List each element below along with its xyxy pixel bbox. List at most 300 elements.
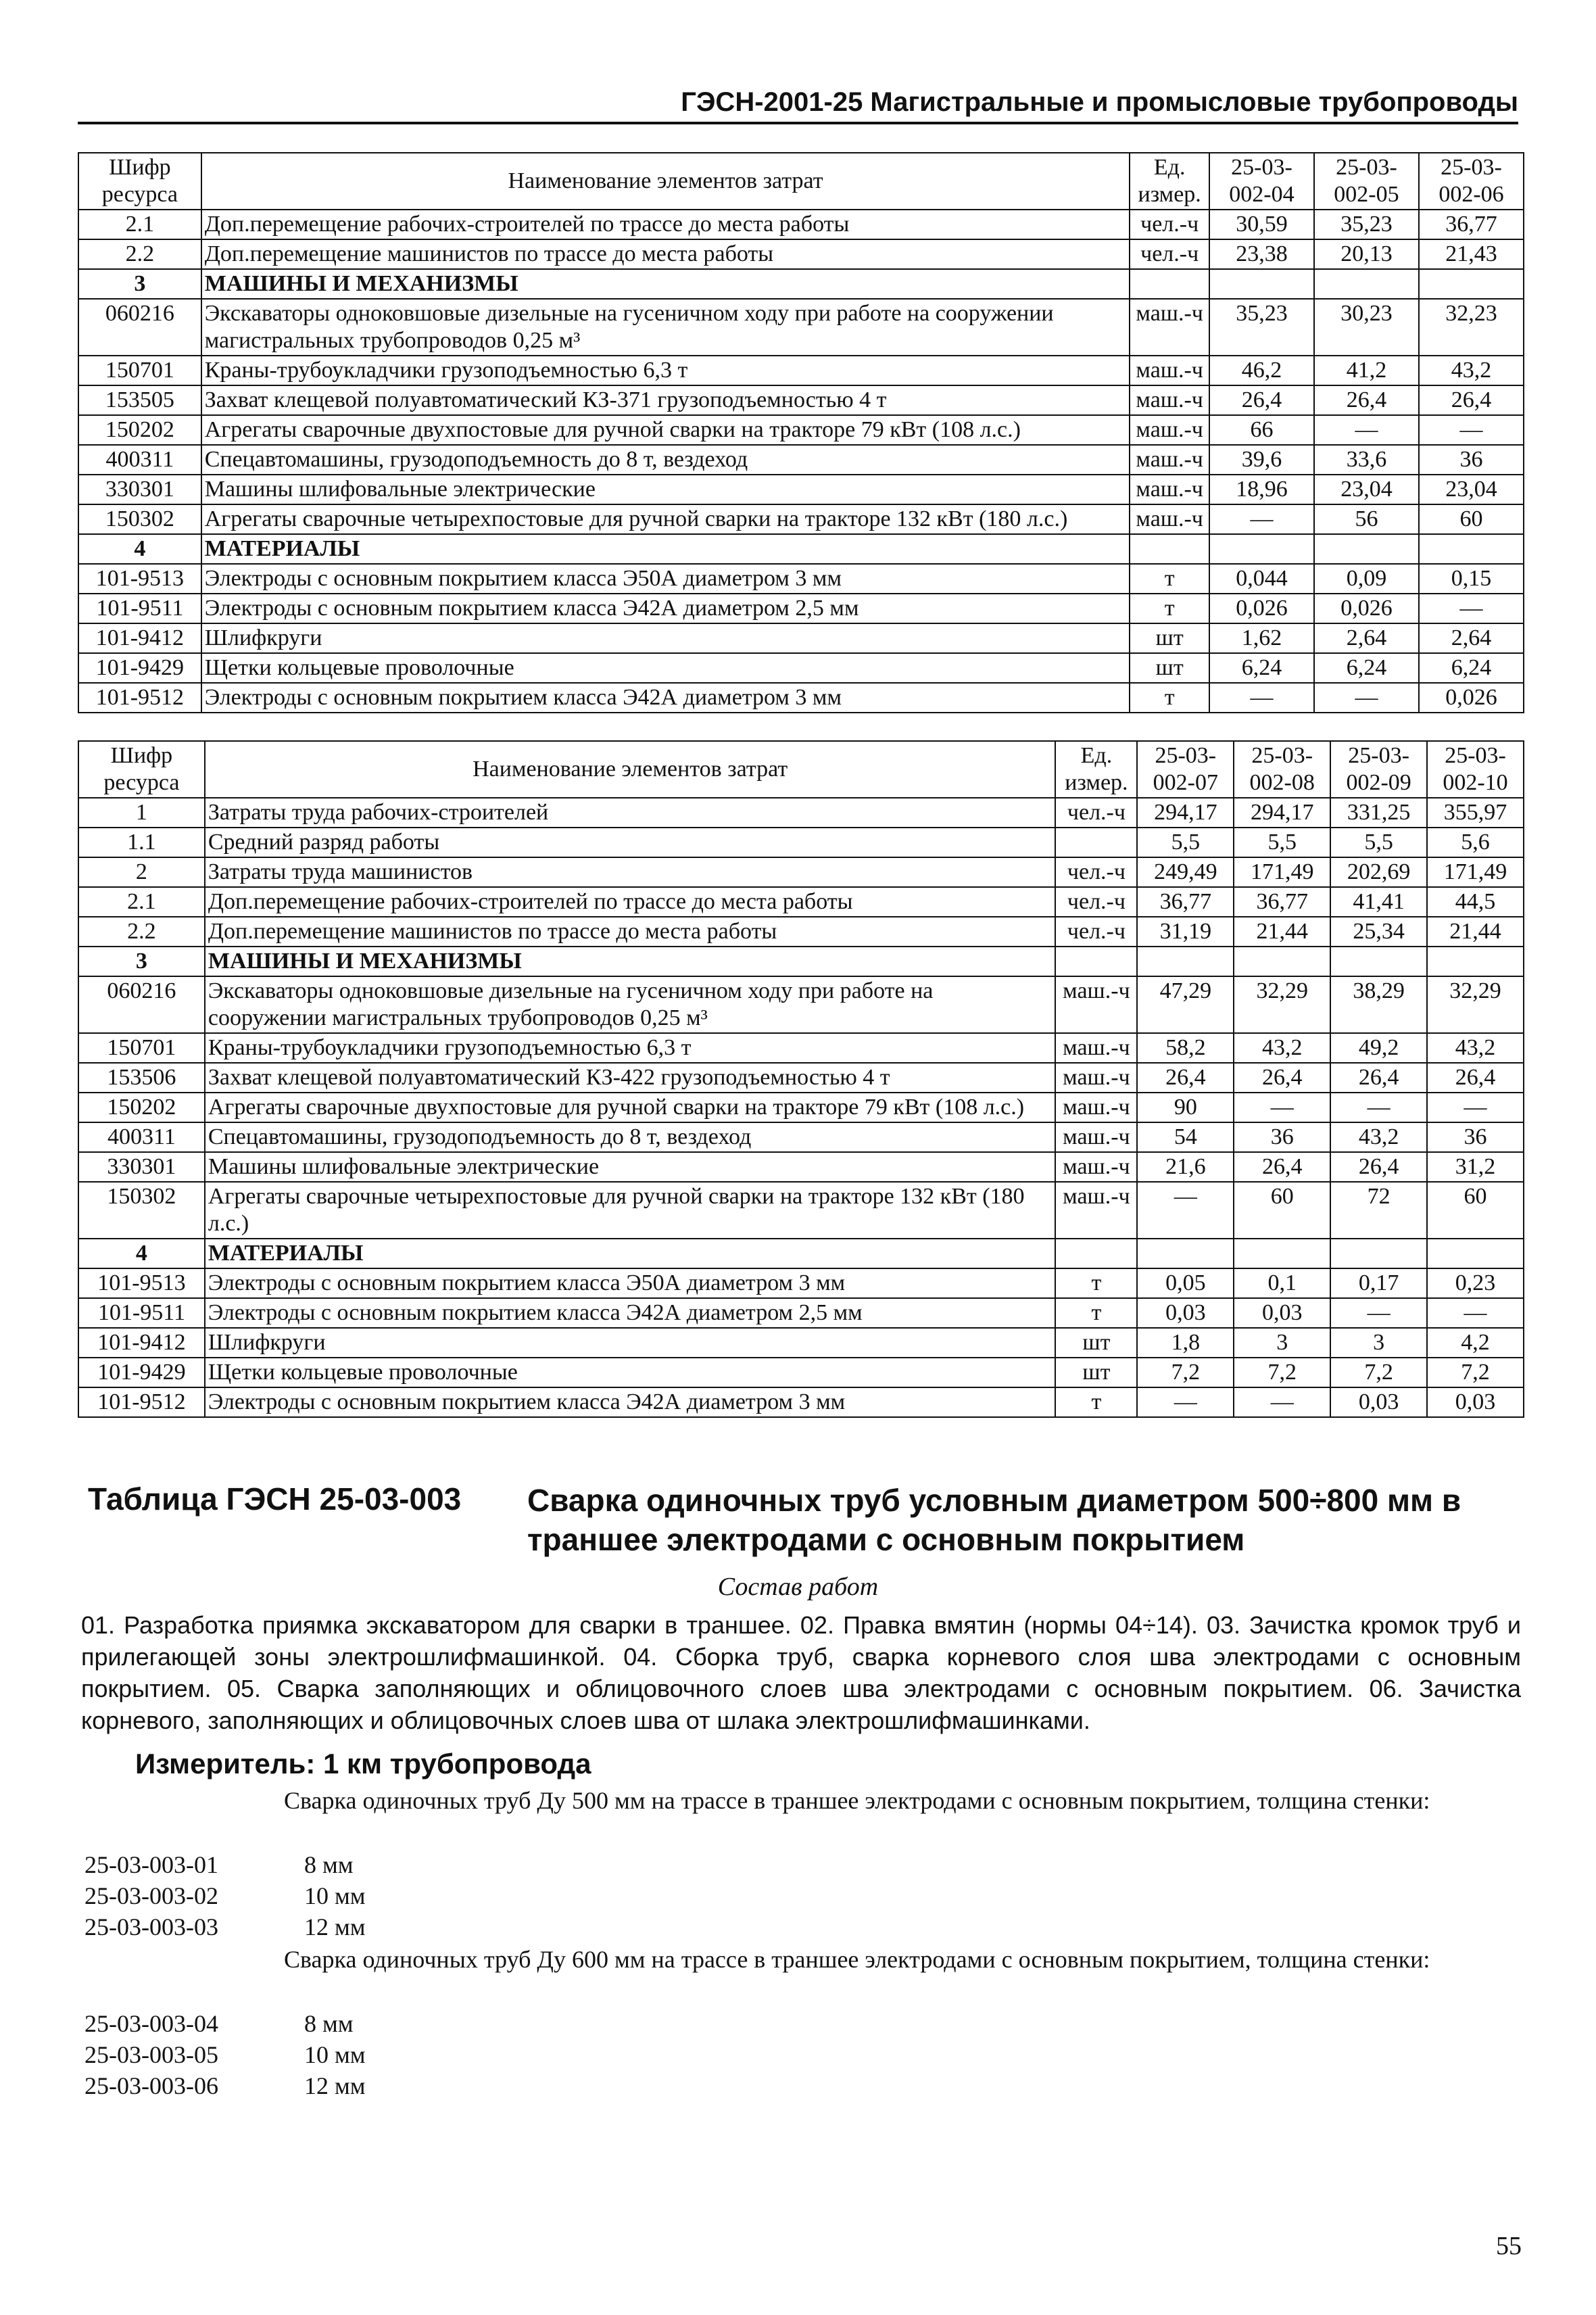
running-header <box>78 81 1518 124</box>
value-cell: 1,62 <box>1209 623 1314 653</box>
unit-cell: маш.-ч <box>1130 385 1209 415</box>
norm-code: 25-03-003-02 <box>84 1882 218 1909</box>
value-cell: 56 <box>1314 504 1419 534</box>
resource-code: 150202 <box>78 415 201 445</box>
cost-element-name: Агрегаты сварочные двухпостовые для ручной сварки на тракторе 79 кВт (108 л.с.) <box>201 415 1130 445</box>
unit-cell: т <box>1055 1387 1137 1417</box>
table-body <box>78 210 1524 713</box>
value-cell: 32,23 <box>1419 299 1524 356</box>
table-body <box>78 798 1524 1417</box>
value-cell: 43,2 <box>1234 1033 1330 1063</box>
table-row <box>78 857 1524 887</box>
resource-code: 4 <box>78 1239 205 1268</box>
table-row <box>78 504 1524 534</box>
unit-cell <box>1055 947 1137 976</box>
resource-code: 101-9429 <box>78 653 201 683</box>
unit-cell: чел.-ч <box>1055 857 1137 887</box>
value-cell: 0,03 <box>1137 1298 1234 1328</box>
unit-cell: чел.-ч <box>1055 798 1137 828</box>
value-cell <box>1427 947 1524 976</box>
value-cell: 7,2 <box>1427 1358 1524 1387</box>
value-cell: 30,59 <box>1209 210 1314 239</box>
value-cell <box>1330 1239 1427 1268</box>
table-row <box>78 445 1524 475</box>
resource-code: 101-9511 <box>78 1298 205 1328</box>
cost-element-name: Электроды с основным покрытием класса Э42А диаметром 2,5 мм <box>201 594 1130 623</box>
unit-cell: маш.-ч <box>1055 1122 1137 1152</box>
value-cell: 18,96 <box>1209 475 1314 504</box>
header-code: Шифр ресурса <box>78 741 205 798</box>
cost-element-name: Электроды с основным покрытием класса Э42А диаметром 3 мм <box>205 1387 1056 1417</box>
value-cell: 355,97 <box>1427 798 1524 828</box>
unit-cell <box>1055 828 1137 857</box>
value-cell: 60 <box>1419 504 1524 534</box>
value-cell: — <box>1234 1093 1330 1122</box>
unit-cell <box>1130 534 1209 564</box>
resource-code: 2.1 <box>78 887 205 917</box>
cost-element-name: Агрегаты сварочные четырехпостовые для ручной сварки на тракторе 132 кВт (180 л.с.) <box>205 1182 1056 1239</box>
table-row <box>78 798 1524 828</box>
composition-heading: Состав работ <box>717 1573 879 1601</box>
resource-code: 060216 <box>78 299 201 356</box>
resource-code: 153505 <box>78 385 201 415</box>
value-cell: 72 <box>1330 1182 1427 1239</box>
unit-cell: маш.-ч <box>1130 475 1209 504</box>
cost-element-name: Спецавтомашины, грузодоподъемность до 8 т, вездеход <box>205 1122 1056 1152</box>
cost-element-name: Доп.перемещение машинистов по трассе до места работы <box>205 917 1056 947</box>
table-header-row <box>78 741 1524 798</box>
value-cell: 0,026 <box>1419 683 1524 713</box>
value-cell: — <box>1234 1387 1330 1417</box>
table-row <box>78 1268 1524 1298</box>
section-row <box>78 534 1524 564</box>
value-cell: 60 <box>1427 1182 1524 1239</box>
resource-code: 150302 <box>78 504 201 534</box>
unit-cell: маш.-ч <box>1055 1063 1137 1093</box>
value-cell: 33,6 <box>1314 445 1419 475</box>
resource-code: 101-9412 <box>78 623 201 653</box>
table-row <box>78 1033 1524 1063</box>
composition-text: 01. Разработка приямка экскаватором для сварки в траншее. 02. Правка вмятин (нормы 04÷14). 03. Зачистка кромок труб и прилегающей зоны электрошлифмашинкой. 04. Сборка труб, сварка корневого слоя шва электродами с основным покрытием. 05. Сварка заполняющих и облицовочного слоев шва электродами с основным покрытием. 06. Зачистка корневого, заполняющих и облицовочных слоев шва от шлака электрошлифмашинками. <box>81 1611 1521 1734</box>
value-cell: 0,03 <box>1234 1298 1330 1328</box>
resource-code: 400311 <box>78 1122 205 1152</box>
unit-cell: маш.-ч <box>1055 1033 1137 1063</box>
value-cell: 31,19 <box>1137 917 1234 947</box>
resource-code: 101-9412 <box>78 1328 205 1358</box>
header-col: 25-03-002-07 <box>1137 741 1234 798</box>
table-row <box>78 356 1524 385</box>
value-cell: 7,2 <box>1234 1358 1330 1387</box>
resource-code: 101-9513 <box>78 1268 205 1298</box>
unit-cell: т <box>1130 594 1209 623</box>
value-cell: 202,69 <box>1330 857 1427 887</box>
value-cell: — <box>1419 594 1524 623</box>
unit-cell: чел.-ч <box>1055 887 1137 917</box>
header-code: Шифр ресурса <box>78 153 201 210</box>
value-cell: 0,03 <box>1330 1387 1427 1417</box>
norm-code: 25-03-003-04 <box>84 2010 218 2037</box>
value-cell: 35,23 <box>1314 210 1419 239</box>
norm-code: 25-03-003-01 <box>84 1851 218 1878</box>
cost-element-name: МАШИНЫ И МЕХАНИЗМЫ <box>201 269 1130 299</box>
norm-value: 12 мм <box>304 1913 366 1940</box>
resource-code: 101-9511 <box>78 594 201 623</box>
value-cell: — <box>1314 415 1419 445</box>
value-cell: — <box>1209 683 1314 713</box>
unit-cell: т <box>1130 564 1209 594</box>
table-row <box>78 1328 1524 1358</box>
value-cell: 0,15 <box>1419 564 1524 594</box>
value-cell: 38,29 <box>1330 976 1427 1033</box>
resource-code: 101-9513 <box>78 564 201 594</box>
norm-value: 10 мм <box>304 1882 366 1909</box>
resource-code: 4 <box>78 534 201 564</box>
value-cell: 331,25 <box>1330 798 1427 828</box>
value-cell <box>1330 947 1427 976</box>
header-col: 25-03-002-10 <box>1427 741 1524 798</box>
unit-cell: чел.-ч <box>1055 917 1137 947</box>
value-cell: 43,2 <box>1427 1033 1524 1063</box>
cost-element-name: Машины шлифовальные электрические <box>205 1152 1056 1182</box>
measure-unit: Измеритель: 1 км трубопровода <box>135 1748 591 1780</box>
value-cell: 23,38 <box>1209 239 1314 269</box>
value-cell: — <box>1330 1093 1427 1122</box>
table-row <box>78 1122 1524 1152</box>
cost-element-name: Агрегаты сварочные четырехпостовые для ручной сварки на тракторе 132 кВт (180 л.с.) <box>201 504 1130 534</box>
value-cell: 25,34 <box>1330 917 1427 947</box>
cost-element-name: Краны-трубоукладчики грузоподъемностью 6,3 т <box>205 1033 1056 1063</box>
value-cell <box>1234 1239 1330 1268</box>
norm-code: 25-03-003-05 <box>84 2041 218 2068</box>
norm-value: 8 мм <box>304 1851 354 1878</box>
table-row <box>78 475 1524 504</box>
cost-element-name: Захват клещевой полуавтоматический КЗ-371 грузоподъемностью 4 т <box>201 385 1130 415</box>
page-number: 55 <box>1496 2232 1522 2260</box>
unit-cell: шт <box>1055 1328 1137 1358</box>
cost-element-name: Средний разряд работы <box>205 828 1056 857</box>
norm-code: 25-03-003-03 <box>84 1913 218 1940</box>
value-cell <box>1314 269 1419 299</box>
value-cell: 41,2 <box>1314 356 1419 385</box>
unit-cell: т <box>1055 1268 1137 1298</box>
value-cell <box>1419 269 1524 299</box>
cost-element-name: МАТЕРИАЛЫ <box>205 1239 1056 1268</box>
unit-cell: маш.-ч <box>1130 415 1209 445</box>
value-cell: 90 <box>1137 1093 1234 1122</box>
cost-element-name: Захват клещевой полуавтоматический КЗ-422 грузоподъемностью 4 т <box>205 1063 1056 1093</box>
resource-code: 150701 <box>78 356 201 385</box>
unit-cell: чел.-ч <box>1130 239 1209 269</box>
cost-element-name: Шлифкруги <box>201 623 1130 653</box>
value-cell: 36,77 <box>1137 887 1234 917</box>
cost-element-name: Экскаваторы одноковшовые дизельные на гусеничном ходу при работе на сооружении магистральных трубопроводов 0,25 м³ <box>205 976 1056 1033</box>
table-row <box>78 1298 1524 1328</box>
value-cell: 26,4 <box>1330 1152 1427 1182</box>
value-cell: 41,41 <box>1330 887 1427 917</box>
table-row <box>78 1093 1524 1122</box>
value-cell <box>1137 1239 1234 1268</box>
unit-cell: маш.-ч <box>1055 976 1137 1033</box>
value-cell: 6,24 <box>1419 653 1524 683</box>
resource-code: 1.1 <box>78 828 205 857</box>
resource-code: 101-9512 <box>78 1387 205 1417</box>
unit-cell: шт <box>1130 623 1209 653</box>
resource-code: 101-9429 <box>78 1358 205 1387</box>
norm-value: 8 мм <box>304 2010 354 2037</box>
group-description: Сварка одиночных труб Ду 600 мм на трассе в траншее электродами с основным покрытием, толщина стенки: <box>284 1946 1430 1973</box>
value-cell: 21,44 <box>1234 917 1330 947</box>
value-cell <box>1234 947 1330 976</box>
table-row <box>78 1152 1524 1182</box>
cost-element-name: Доп.перемещение рабочих-строителей по трассе до места работы <box>205 887 1056 917</box>
cost-element-name: Агрегаты сварочные двухпостовые для ручной сварки на тракторе 79 кВт (108 л.с.) <box>205 1093 1056 1122</box>
value-cell: 36,77 <box>1419 210 1524 239</box>
header-title: ГЭСН-2001-25 Магистральные и промысловые трубопроводы <box>681 87 1518 117</box>
value-cell: 26,4 <box>1234 1063 1330 1093</box>
header-name: Наименование элементов затрат <box>201 153 1130 210</box>
table-row <box>78 385 1524 415</box>
cost-element-name: Доп.перемещение рабочих-строителей по трассе до места работы <box>201 210 1130 239</box>
table-row <box>78 299 1524 356</box>
resource-code: 101-9512 <box>78 683 201 713</box>
value-cell: 35,23 <box>1209 299 1314 356</box>
resource-code: 150202 <box>78 1093 205 1122</box>
value-cell: 39,6 <box>1209 445 1314 475</box>
value-cell: 4,2 <box>1427 1328 1524 1358</box>
value-cell: 23,04 <box>1419 475 1524 504</box>
header-col: 25-03-002-08 <box>1234 741 1330 798</box>
value-cell: 249,49 <box>1137 857 1234 887</box>
cost-element-name: Электроды с основным покрытием класса Э50А диаметром 3 мм <box>205 1268 1056 1298</box>
value-cell: 26,4 <box>1234 1152 1330 1182</box>
value-cell: 1,8 <box>1137 1328 1234 1358</box>
value-cell: 0,044 <box>1209 564 1314 594</box>
resource-code: 150701 <box>78 1033 205 1063</box>
resource-code: 3 <box>78 269 201 299</box>
norm-value: 10 мм <box>304 2041 366 2068</box>
table-row <box>78 594 1524 623</box>
value-cell: 20,13 <box>1314 239 1419 269</box>
unit-cell: маш.-ч <box>1055 1093 1137 1122</box>
value-cell: 2,64 <box>1419 623 1524 653</box>
unit-cell: т <box>1130 683 1209 713</box>
value-cell: 0,026 <box>1314 594 1419 623</box>
value-cell: 294,17 <box>1234 798 1330 828</box>
resource-code: 400311 <box>78 445 201 475</box>
value-cell: 54 <box>1137 1122 1234 1152</box>
header-name: Наименование элементов затрат <box>205 741 1056 798</box>
section-row <box>78 269 1524 299</box>
header-col: 25-03-002-06 <box>1419 153 1524 210</box>
resource-code: 2.2 <box>78 917 205 947</box>
table-row <box>78 976 1524 1033</box>
table-title: Таблица ГЭСН 25-03-003 <box>88 1481 462 1517</box>
header-unit: Ед. измер. <box>1130 153 1209 210</box>
value-cell: 5,6 <box>1427 828 1524 857</box>
unit-cell: шт <box>1130 653 1209 683</box>
value-cell: 7,2 <box>1330 1358 1427 1387</box>
value-cell: 0,17 <box>1330 1268 1427 1298</box>
resource-code: 330301 <box>78 475 201 504</box>
value-cell: 44,5 <box>1427 887 1524 917</box>
value-cell: 36 <box>1419 445 1524 475</box>
resource-code: 2.1 <box>78 210 201 239</box>
resource-code: 3 <box>78 947 205 976</box>
value-cell: — <box>1427 1298 1524 1328</box>
value-cell: 0,05 <box>1137 1268 1234 1298</box>
value-cell: 0,1 <box>1234 1268 1330 1298</box>
resource-code: 153506 <box>78 1063 205 1093</box>
norms-table-1 <box>78 152 1524 713</box>
value-cell: 32,29 <box>1234 976 1330 1033</box>
value-cell: 36,77 <box>1234 887 1330 917</box>
table-header-row <box>78 153 1524 210</box>
unit-cell: шт <box>1055 1358 1137 1387</box>
unit-cell: маш.-ч <box>1130 445 1209 475</box>
value-cell: 0,09 <box>1314 564 1419 594</box>
value-cell: 26,4 <box>1419 385 1524 415</box>
value-cell: 60 <box>1234 1182 1330 1239</box>
value-cell: 5,5 <box>1330 828 1427 857</box>
table-row <box>78 1387 1524 1417</box>
value-cell <box>1209 534 1314 564</box>
value-cell: 7,2 <box>1137 1358 1234 1387</box>
value-cell: 0,23 <box>1427 1268 1524 1298</box>
value-cell: — <box>1419 415 1524 445</box>
resource-code: 150302 <box>78 1182 205 1239</box>
value-cell: 21,44 <box>1427 917 1524 947</box>
value-cell: — <box>1137 1182 1234 1239</box>
value-cell <box>1419 534 1524 564</box>
value-cell: 21,6 <box>1137 1152 1234 1182</box>
value-cell: 58,2 <box>1137 1033 1234 1063</box>
unit-cell: т <box>1055 1298 1137 1328</box>
table-description: Сварка одиночных труб условным диаметром 500÷800 мм в траншее электродами с основным покрытием <box>527 1483 1461 1557</box>
cost-element-name: Краны-трубоукладчики грузоподъемностью 6,3 т <box>201 356 1130 385</box>
value-cell: 0,03 <box>1427 1387 1524 1417</box>
cost-element-name: МАШИНЫ И МЕХАНИЗМЫ <box>205 947 1056 976</box>
table-row <box>78 239 1524 269</box>
resource-code: 1 <box>78 798 205 828</box>
unit-cell: маш.-ч <box>1130 504 1209 534</box>
cost-element-name: Шлифкруги <box>205 1328 1056 1358</box>
value-cell: 26,4 <box>1427 1063 1524 1093</box>
unit-cell <box>1130 269 1209 299</box>
cost-element-name: Щетки кольцевые проволочные <box>201 653 1130 683</box>
header-col: 25-03-002-05 <box>1314 153 1419 210</box>
value-cell: 171,49 <box>1427 857 1524 887</box>
value-cell: 30,23 <box>1314 299 1419 356</box>
value-cell: 23,04 <box>1314 475 1419 504</box>
value-cell: 0,026 <box>1209 594 1314 623</box>
table-row <box>78 828 1524 857</box>
cost-element-name: Экскаваторы одноковшовые дизельные на гусеничном ходу при работе на сооружении магистральных трубопроводов 0,25 м³ <box>201 299 1130 356</box>
resource-code: 330301 <box>78 1152 205 1182</box>
header-unit: Ед. измер. <box>1055 741 1137 798</box>
section-row <box>78 947 1524 976</box>
value-cell: 47,29 <box>1137 976 1234 1033</box>
resource-code: 2.2 <box>78 239 201 269</box>
unit-cell: маш.-ч <box>1055 1152 1137 1182</box>
section-row <box>78 1239 1524 1268</box>
value-cell <box>1137 947 1234 976</box>
value-cell: 2,64 <box>1314 623 1419 653</box>
value-cell: — <box>1330 1298 1427 1328</box>
resource-code: 060216 <box>78 976 205 1033</box>
value-cell: — <box>1427 1093 1524 1122</box>
value-cell: 21,43 <box>1419 239 1524 269</box>
table-row <box>78 1182 1524 1239</box>
cost-element-name: Затраты труда рабочих-строителей <box>205 798 1056 828</box>
table-row <box>78 683 1524 713</box>
table-row <box>78 917 1524 947</box>
unit-cell: маш.-ч <box>1130 356 1209 385</box>
table-row <box>78 1358 1524 1387</box>
value-cell: 43,2 <box>1419 356 1524 385</box>
value-cell: 3 <box>1330 1328 1427 1358</box>
value-cell: 294,17 <box>1137 798 1234 828</box>
table-row <box>78 1063 1524 1093</box>
unit-cell: маш.-ч <box>1130 299 1209 356</box>
value-cell: 36 <box>1427 1122 1524 1152</box>
header-col: 25-03-002-04 <box>1209 153 1314 210</box>
value-cell: 5,5 <box>1234 828 1330 857</box>
cost-element-name: Машины шлифовальные электрические <box>201 475 1130 504</box>
cost-element-name: Щетки кольцевые проволочные <box>205 1358 1056 1387</box>
value-cell: — <box>1137 1387 1234 1417</box>
table-row <box>78 623 1524 653</box>
value-cell: 5,5 <box>1137 828 1234 857</box>
value-cell: — <box>1314 683 1419 713</box>
value-cell <box>1314 534 1419 564</box>
unit-cell: маш.-ч <box>1055 1182 1137 1239</box>
value-cell <box>1209 269 1314 299</box>
value-cell: 26,4 <box>1314 385 1419 415</box>
value-cell: 32,29 <box>1427 976 1524 1033</box>
value-cell: 31,2 <box>1427 1152 1524 1182</box>
value-cell: 26,4 <box>1330 1063 1427 1093</box>
table-row <box>78 415 1524 445</box>
value-cell: 171,49 <box>1234 857 1330 887</box>
value-cell: 26,4 <box>1137 1063 1234 1093</box>
cost-element-name: Электроды с основным покрытием класса Э42А диаметром 3 мм <box>201 683 1130 713</box>
cost-element-name: Доп.перемещение машинистов по трассе до места работы <box>201 239 1130 269</box>
table-row <box>78 564 1524 594</box>
value-cell: 36 <box>1234 1122 1330 1152</box>
table-row <box>78 210 1524 239</box>
cost-element-name: Электроды с основным покрытием класса Э42А диаметром 2,5 мм <box>205 1298 1056 1328</box>
value-cell: 66 <box>1209 415 1314 445</box>
table-row <box>78 887 1524 917</box>
value-cell: 26,4 <box>1209 385 1314 415</box>
unit-cell <box>1055 1239 1137 1268</box>
group-description: Сварка одиночных труб Ду 500 мм на трассе в траншее электродами с основным покрытием, толщина стенки: <box>284 1787 1430 1814</box>
norm-value: 12 мм <box>304 2072 366 2099</box>
value-cell: 3 <box>1234 1328 1330 1358</box>
table-row <box>78 653 1524 683</box>
value-cell <box>1427 1239 1524 1268</box>
value-cell: 49,2 <box>1330 1033 1427 1063</box>
cost-element-name: Электроды с основным покрытием класса Э50А диаметром 3 мм <box>201 564 1130 594</box>
cost-element-name: МАТЕРИАЛЫ <box>201 534 1130 564</box>
value-cell: 6,24 <box>1209 653 1314 683</box>
value-cell: 43,2 <box>1330 1122 1427 1152</box>
norm-code: 25-03-003-06 <box>84 2072 218 2099</box>
unit-cell: чел.-ч <box>1130 210 1209 239</box>
resource-code: 2 <box>78 857 205 887</box>
cost-element-name: Спецавтомашины, грузодоподъемность до 8 т, вездеход <box>201 445 1130 475</box>
value-cell: — <box>1209 504 1314 534</box>
